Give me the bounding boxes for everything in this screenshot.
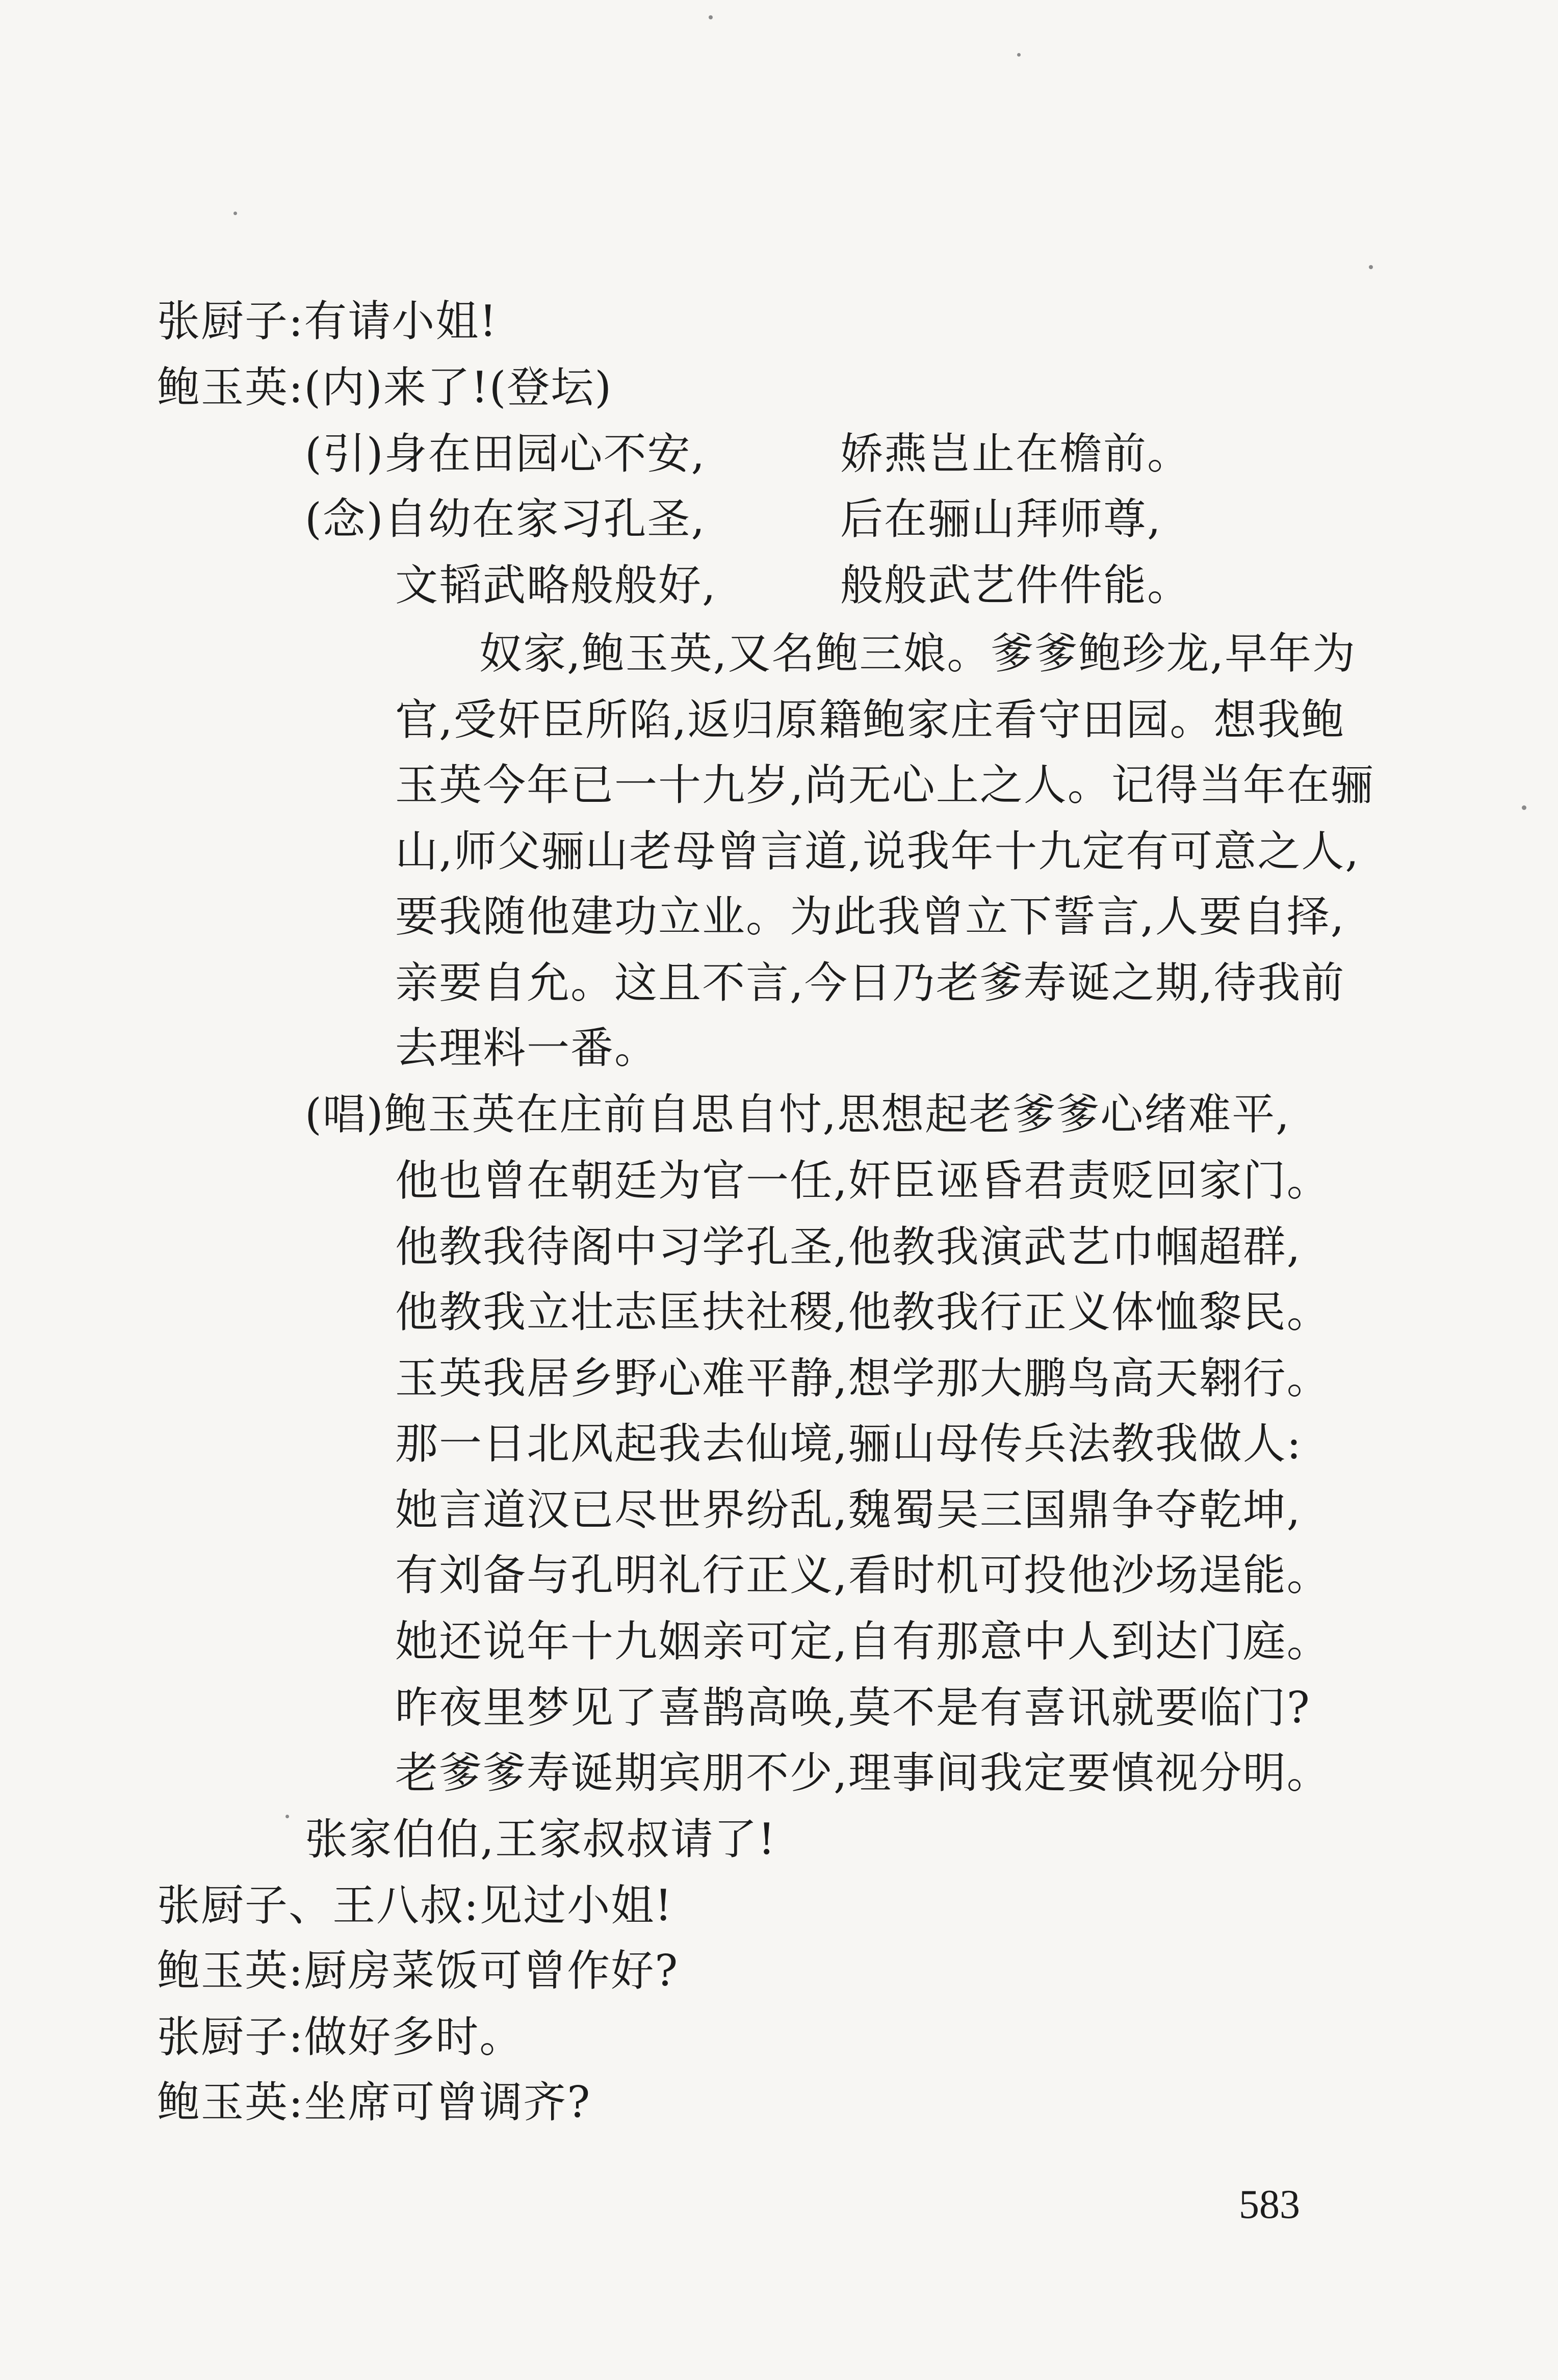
- monologue-line-7: 去理料一番。: [395, 1023, 659, 1073]
- dialogue-line-1: 张厨子:有请小姐!: [157, 296, 498, 346]
- song-line-1: (唱)鲍玉英在庄前自思自忖,思想起老爹爹心绪难平,: [305, 1089, 1290, 1139]
- scan-speck: [709, 15, 713, 19]
- verse-recite-line-1: (念)自幼在家习孔圣,: [305, 494, 706, 544]
- dialogue-line-6: 鲍玉英:坐席可曾调齐?: [157, 2077, 591, 2127]
- song-line-9: 她还说年十九姻亲可定,自有那意中人到达门庭。: [395, 1616, 1331, 1666]
- verse-right-line-1: 娇燕岂止在檐前。: [840, 429, 1191, 479]
- dialogue-line-4: 鲍玉英:厨房菜饭可曾作好?: [157, 1946, 679, 1996]
- monologue-line-4: 山,师父骊山老母曾言道,说我年十九定有可意之人,: [395, 826, 1360, 876]
- monologue-line-1: 奴家,鲍玉英,又名鲍三娘。爹爹鲍珍龙,早年为: [479, 629, 1357, 678]
- monologue-line-3: 玉英今年已一十九岁,尚无心上之人。记得当年在骊: [395, 760, 1374, 810]
- song-line-6: 那一日北风起我去仙境,骊山母传兵法教我做人:: [395, 1419, 1303, 1469]
- scan-speck: [285, 1815, 289, 1818]
- scan-speck: [233, 212, 237, 215]
- song-line-8: 有刘备与孔明礼行正义,看时机可投他沙场逞能。: [395, 1550, 1331, 1600]
- monologue-line-5: 要我随他建功立业。为此我曾立下誓言,人要自择,: [395, 892, 1345, 941]
- verse-recite-line-2: 文韬武略般般好,: [395, 560, 717, 610]
- scan-speck: [1017, 53, 1021, 57]
- song-line-2: 他也曾在朝廷为官一任,奸臣诬昏君责贬回家门。: [395, 1156, 1331, 1206]
- verse-right-line-2: 后在骊山拜师尊,: [840, 494, 1162, 544]
- dialogue-line-5: 张厨子:做好多时。: [157, 2012, 524, 2062]
- greeting-line: 张家伯伯,王家叔叔请了!: [305, 1814, 776, 1864]
- monologue-line-6: 亲要自允。这且不言,今日乃老爹寿诞之期,待我前: [395, 958, 1345, 1008]
- page-number: 583: [1239, 2182, 1300, 2227]
- song-line-4: 他教我立壮志匡扶社稷,他教我行正义体恤黎民。: [395, 1287, 1331, 1337]
- song-line-3: 他教我待阁中习学孔圣,他教我演武艺巾帼超群,: [395, 1222, 1302, 1272]
- verse-intro-line: (引)身在田园心不安,: [305, 429, 706, 479]
- song-line-5: 玉英我居乡野心难平静,想学那大鹏鸟高天翱行。: [395, 1353, 1331, 1403]
- song-line-11: 老爹爹寿诞期宾朋不少,理事间我定要慎视分明。: [395, 1748, 1331, 1798]
- scan-speck: [1522, 805, 1526, 810]
- scan-speck: [1369, 265, 1373, 269]
- verse-right-line-3: 般般武艺件件能。: [840, 560, 1191, 610]
- monologue-line-2: 官,受奸臣所陷,返归原籍鲍家庄看守田园。想我鲍: [395, 695, 1345, 745]
- song-line-7: 她言道汉已尽世界纷乱,魏蜀吴三国鼎争夺乾坤,: [395, 1485, 1302, 1535]
- dialogue-line-3: 张厨子、王八叔:见过小姐!: [157, 1880, 673, 1930]
- song-line-10: 昨夜里梦见了喜鹊高唤,莫不是有喜讯就要临门?: [395, 1683, 1311, 1733]
- dialogue-line-2: 鲍玉英:(内)来了!(登坛): [157, 362, 613, 412]
